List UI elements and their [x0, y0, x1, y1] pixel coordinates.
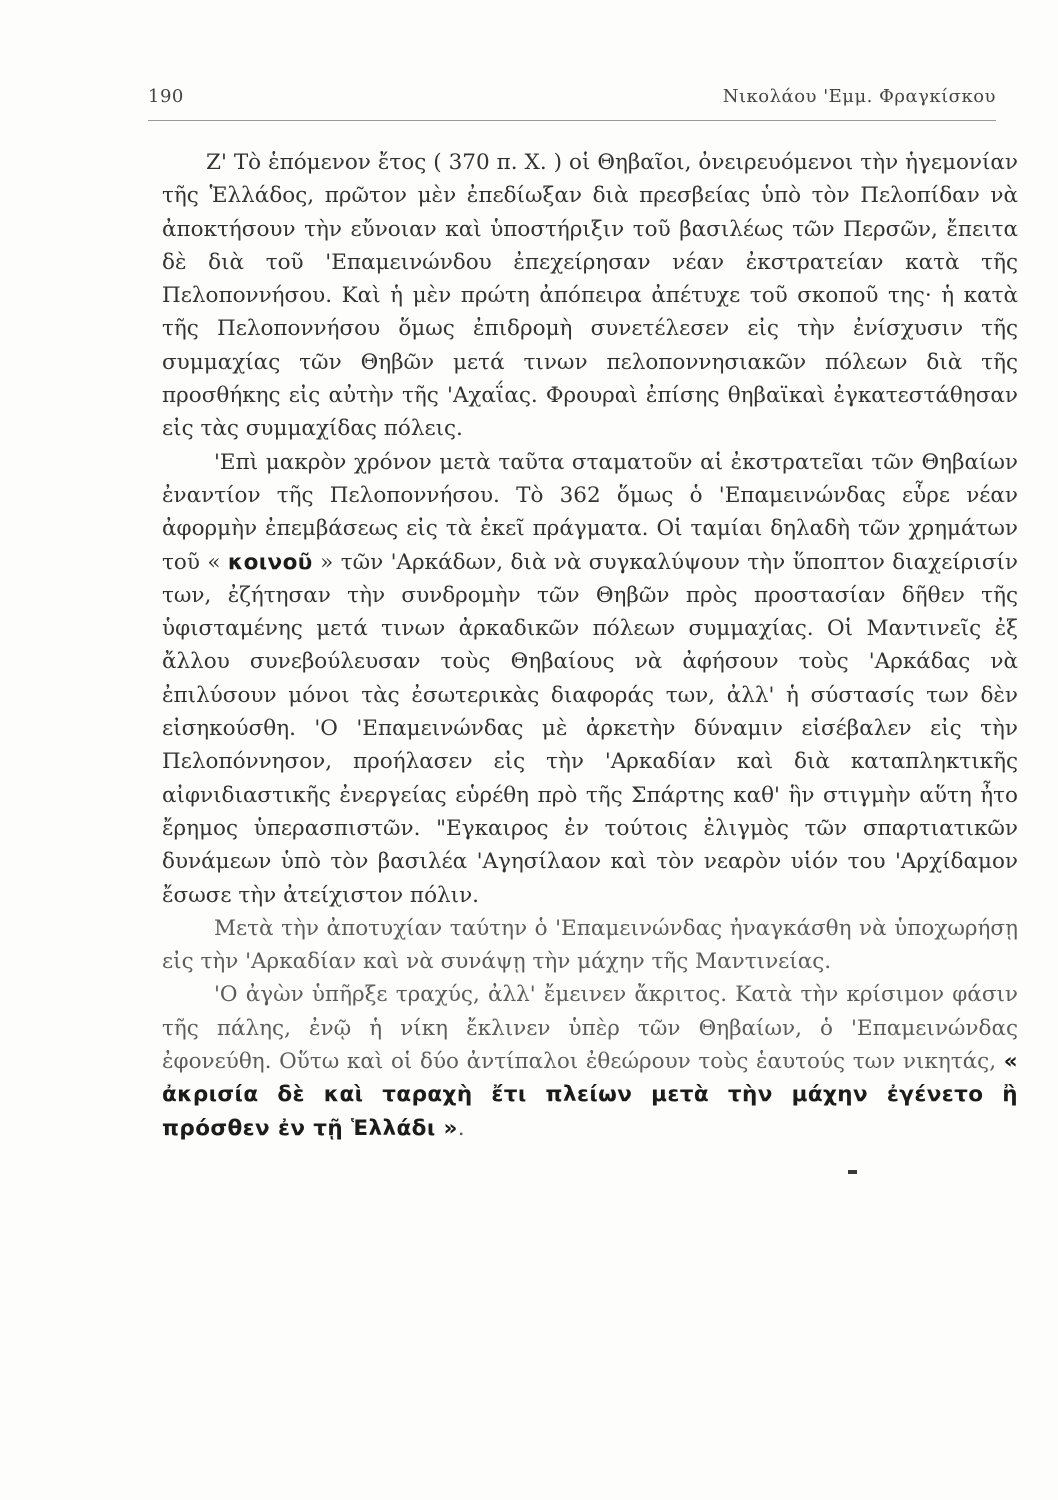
paragraph-3-text: Μετὰ τὴν ἀποτυχίαν ταύτην ὁ 'Επαμεινώνδας ἠναγκάσθη νὰ ὑποχωρήσῃ εἰς τὴν 'Αρκαδίαν καὶ νὰ συνάψῃ τὴν μάχην τῆς Μαντινείας. — [162, 915, 1018, 975]
paragraph-4 — [162, 978, 1018, 1144]
body-text — [162, 146, 1018, 1145]
paragraph-2-text-a: 'Επὶ μακρὸν χρόνον μετὰ ταῦτα σταματοῦν αἱ ἐκστρατεῖαι τῶν Θηβαίων ἐναντίον τῆς Πελοποννήσου. Τὸ 362 ὅμως ὁ 'Επαμεινώνδας εὗρε νέαν ἀφορμὴν ἐπεμβάσεως εἰς τὰ ἐκεῖ πράγματα. Οἱ ταμίαι δηλαδὴ τῶν χρημάτων τοῦ « — [162, 449, 1018, 575]
paragraph-3 — [162, 912, 1018, 979]
paragraph-4-text-b: . — [457, 1115, 465, 1141]
paragraph-2 — [162, 446, 1018, 912]
paragraph-2-text-b: » τῶν 'Αρκάδων, διὰ νὰ συγκαλύψουν τὴν ὕποπτον διαχείρισίν των, ἐζήτησαν τὴν συνδρομὴν τῶν Θηβῶν πρὸς προστασίαν δῆθεν τῆς ὑφισταμένης μετά τινων ἀρκαδικῶν πόλεων συμμαχίας. Οἱ Μαντινεῖς ἐξ ἄλλου συνεβούλευσαν τοὺς Θηβαίους νὰ ἀφήσουν τοὺς 'Αρκάδας νὰ ἐπιλύσουν μόνοι τὰς ἐσωτερικὰς διαφοράς των, ἀλλ' ἡ σύστασίς των δὲν εἰσηκούσθη. 'Ο 'Επαμεινώνδας μὲ ἀρκετὴν δύναμιν εἰσέβαλεν εἰς τὴν Πελοπόννησον, προήλασεν εἰς τὴν 'Αρκαδίαν καὶ διὰ καταπληκτικῆς αἰφνιδιαστικῆς ἐνεργείας εὑρέθη πρὸ τῆς Σπάρτης καθ' ἣν στιγμὴν αὕτη ἦτο ἔρημος ὑπερασπιστῶν. "Εγκαιρος ἐν τούτοις ἐλιγμὸς τῶν σπαρτιατικῶν δυνάμεων ὑπὸ τὸν βασιλέα 'Αγησίλαον καὶ τὸν νεαρὸν υἱόν του 'Αρχίδαμον ἔσωσε τὴν ἀτείχιστον πόλιν. — [162, 549, 1019, 908]
bold-quotation: « ἀκρισία δὲ καὶ ταραχὴ ἔτι πλείων μετὰ τὴν μάχην ἐγένετο ἢ πρόσθεν ἐν τῇ Ἑλλάδι » — [162, 1049, 1018, 1141]
running-head: Νικολάου 'Εμμ. Φραγκίσκου — [722, 86, 996, 107]
bold-term-koinou: κοινοῦ — [227, 549, 313, 575]
paragraph-4-text-a: 'Ο ἀγὼν ὑπῆρξε τραχύς, ἀλλ' ἔμεινεν ἄκριτος. Κατὰ τὴν κρίσιμον φάσιν τῆς πάλης, ἐνῷ ἡ νίκη ἔκλινεν ὑπὲρ τῶν Θηβαίων, ὁ 'Επαμεινώνδας ἐφονεύθη. Οὕτω καὶ οἱ δύο ἀντίπαλοι ἐθεώρουν τοὺς ἑαυτούς των νικητάς, — [162, 982, 1018, 1075]
page-number: 190 — [148, 86, 184, 107]
header-rule — [148, 120, 996, 121]
stray-ink-mark — [848, 1170, 857, 1174]
paragraph-1-text: Ζ' Τὸ ἑπόμενον ἔτος ( 370 π. Χ. ) οἱ Θηβαῖοι, ὀνειρευόμενοι τὴν ἡγεμονίαν τῆς Ἑλλάδος, πρῶτον μὲν ἐπεδίωξαν διὰ πρεσβείας ὑπὸ τὸν Πελοπίδαν νὰ ἀποκτήσουν τὴν εὔνοιαν καὶ ὑποστήριξιν τοῦ βασιλέως τῶν Περσῶν, ἔπειτα δὲ διὰ τοῦ 'Επαμεινώνδου ἐπεχείρησαν νέαν ἐκστρατείαν κατὰ τῆς Πελοποννήσου. Καὶ ἡ μὲν πρώτη ἀπόπειρα ἀπέτυχε τοῦ σκοποῦ της· ἡ κατὰ τῆς Πελοποννήσου ὅμως ἐπιδρομὴ συνετέλεσεν εἰς τὴν ἐνίσχυσιν τῆς συμμαχίας τῶν Θηβῶν μετά τινων πελοποννησιακῶν πόλεων διὰ τῆς προσθήκης εἰς αὐτὴν τῆς 'Αχαΐας. Φρουραὶ ἐπίσης θηβαϊκαὶ ἐγκατεστάθησαν εἰς τὰς συμμαχίδας πόλεις. — [162, 150, 1018, 442]
paragraph-1 — [162, 146, 1018, 446]
page-header — [148, 82, 996, 116]
